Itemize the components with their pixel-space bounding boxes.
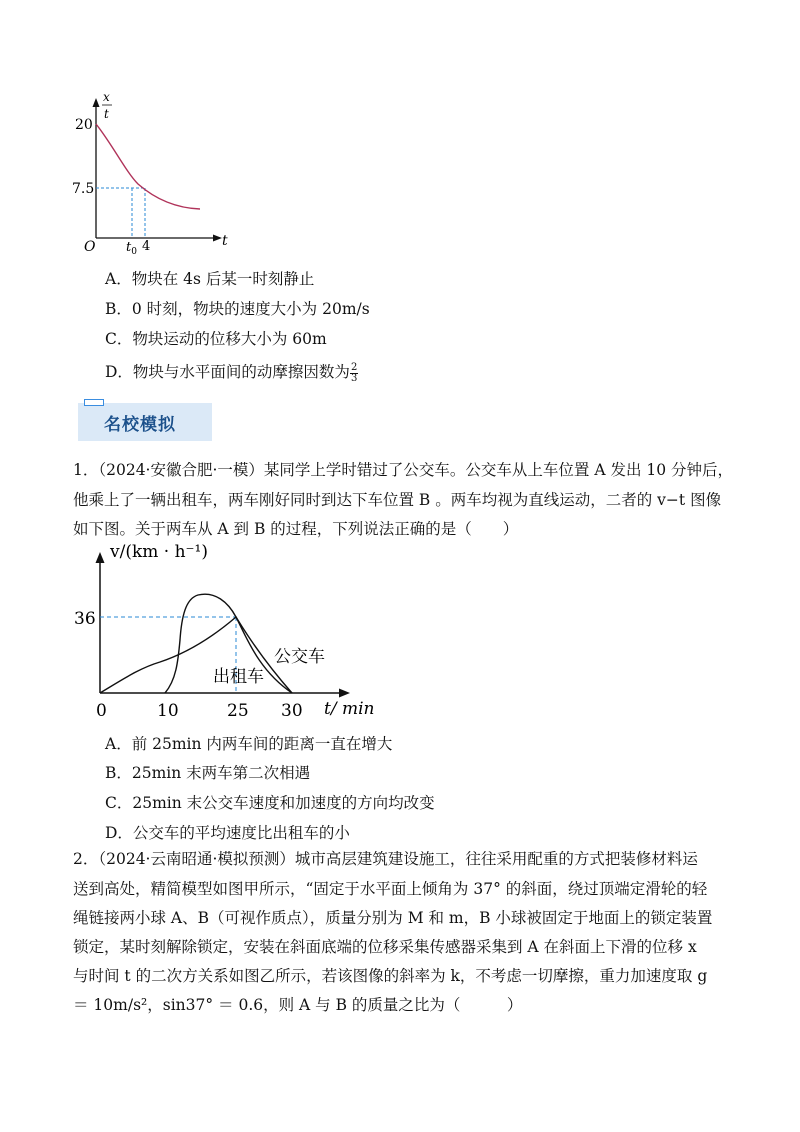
q0-option-c: C．物块运动的位移大小为 60m <box>105 330 327 348</box>
q1-option-c: C．25min 末公交车速度和加速度的方向均改变 <box>105 794 435 812</box>
x-tick-0: 0 <box>96 701 107 721</box>
y-label-den: t <box>104 107 109 121</box>
q0-option-d <box>105 360 358 384</box>
y-tick-36: 36 <box>74 609 96 629</box>
x-tick-30: 30 <box>281 701 303 721</box>
q0-option-d-text: D．物块与水平面间的动摩擦因数为 <box>105 363 350 381</box>
q1-option-d: D．公交车的平均速度比出租车的小 <box>105 824 350 842</box>
q0-option-a: A．物块在 4s 后某一时刻静止 <box>105 270 315 288</box>
y-axis-arrow <box>93 98 100 107</box>
y-axis-label: v/(km · h⁻¹) <box>110 542 208 562</box>
q1-line-1: 1．（2024·安徽合肥·一模）某同学上学时错过了公交车。公交车从上车位置 A 发出 10 分钟后， <box>73 461 734 479</box>
x-tick-t0: $t_0$ <box>126 240 137 257</box>
x-axis-arrow <box>213 235 222 242</box>
section-title: 名校模拟 <box>104 415 176 435</box>
x-tick-25: 25 <box>227 701 249 721</box>
graph-v-t <box>70 540 380 725</box>
x-axis-label: t <box>222 233 228 249</box>
y-tick-20: 20 <box>75 117 93 133</box>
q2-line-1: 2．（2024·云南昭通·模拟预测）城市高层建筑建设施工，往往采用配重的方式把装修材料运 <box>73 850 698 868</box>
x-axis-label: t/ min <box>324 699 375 719</box>
q2-line-4: 锁定，某时刻解除锁定，安装在斜面底端的位移采集传感器采集到 A 在斜面上下滑的位移 x <box>73 938 697 956</box>
q2-line-6: ＝ 10m/s²，sin37° ＝ 0.6，则 A 与 B 的质量之比为（ ） <box>73 996 523 1014</box>
x-axis-arrow <box>339 689 350 698</box>
graph-x-over-t <box>70 88 240 258</box>
q2-line-2: 送到高处，精简模型如图甲所示，“固定于水平面上倾角为 37° 的斜面，绕过顶端定滑轮的轻 <box>73 880 708 898</box>
q2-line-3: 绳链接两小球 A、B（可视作质点），质量分别为 M 和 m，B 小球被固定于地面上的锁定装置 <box>73 909 713 927</box>
x-tick-10: 10 <box>157 701 179 721</box>
q1-line-3: 如下图。关于两车从 A 到 B 的过程，下列说法正确的是（ ） <box>73 520 519 538</box>
origin-label: O <box>84 239 96 255</box>
q0-option-d-fraction <box>350 363 358 384</box>
q1-option-b: B．25min 末两车第二次相遇 <box>105 764 311 782</box>
label-bus: 公交车 <box>274 647 325 667</box>
q1-option-a: A．前 25min 内两车间的距离一直在增大 <box>105 735 393 753</box>
q2-line-5: 与时间 t 的二次方关系如图乙所示，若该图像的斜率为 k，不考虑一切摩擦，重力加速度取 g <box>73 967 708 985</box>
q1-line-2: 他乘上了一辆出租车，两车刚好同时到达下车位置 B 。两车均视为直线运动，二者的 v−t 图像 <box>73 491 722 509</box>
y-label-num: x <box>103 90 110 104</box>
label-taxi: 出租车 <box>213 667 264 687</box>
fraction-numerator: 2 <box>350 361 358 373</box>
q0-option-b: B．0 时刻，物块的速度大小为 20m/s <box>105 300 370 318</box>
y-axis-arrow <box>96 552 105 563</box>
curve-x-over-t <box>96 124 200 209</box>
x-tick-4: 4 <box>142 239 151 254</box>
y-tick-7.5: 7.5 <box>72 181 95 197</box>
fraction-denominator: 3 <box>350 372 358 384</box>
banner-tab-icon <box>84 399 104 406</box>
